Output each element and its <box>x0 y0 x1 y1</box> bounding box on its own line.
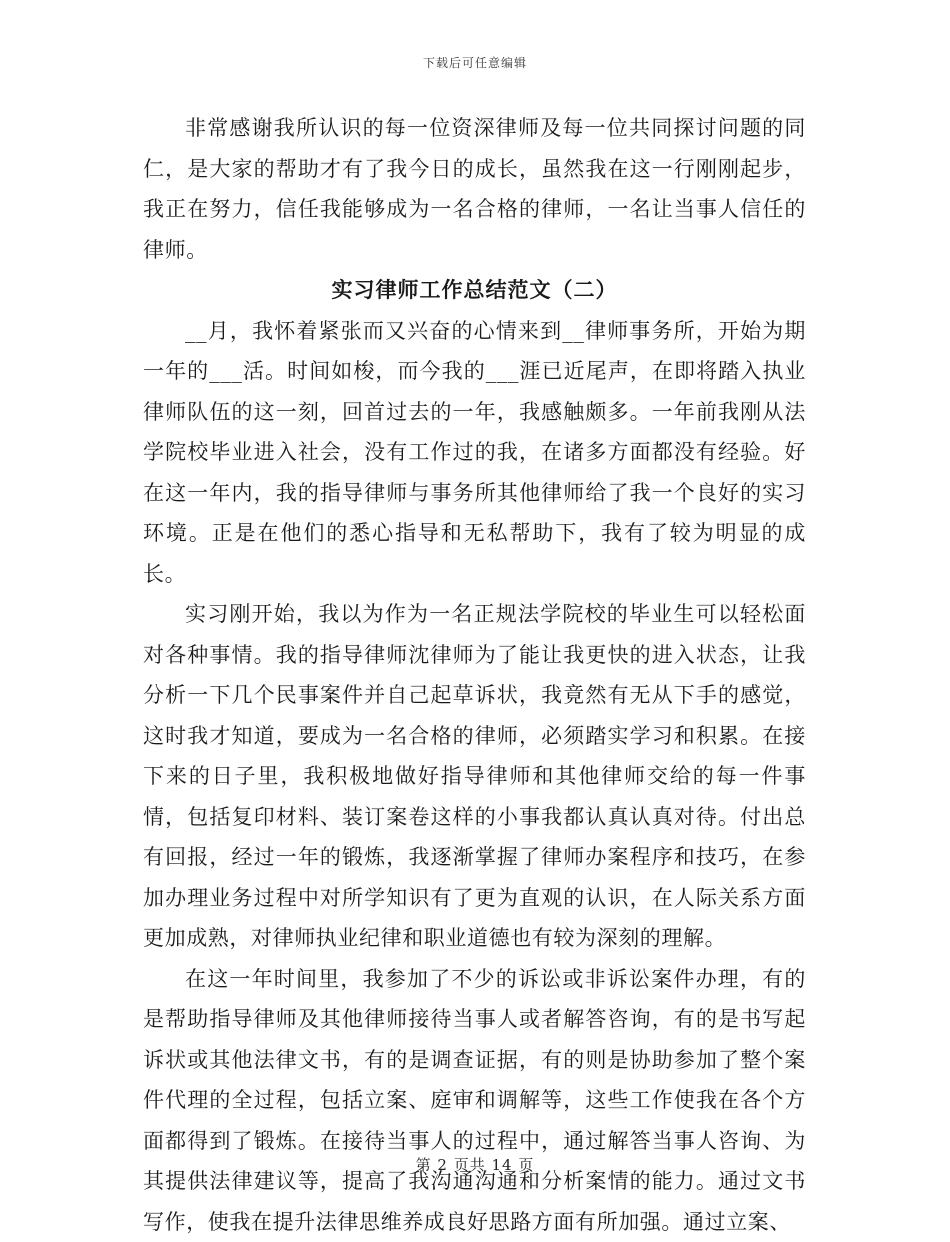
section-heading: 实习律师工作总结范文（二） <box>143 270 806 311</box>
page-header-note: 下载后可任意编辑 <box>0 54 950 71</box>
paragraph-beginning: 实习刚开始，我以为作为一名正规法学院校的毕业生可以轻松面对各种事情。我的指导律师沈律师为了能让我更快的进入状态，让我分析一下几个民事案件并自己起草诉状，我竟然有无从下手的感觉，这时我才知道，要成为一名合格的律师，必须踏实学习和积累。在接下来的日子里，我积极地做好指导律师和其他律师交给的每一件事情，包括复印材料、装订案卷这样的小事我都认真认真对待。付出总有回报，经过一年的锻炼，我逐渐掌握了律师办案程序和技巧，在参加办理业务过程中对所学知识有了更为直观的认识，在人际关系方面更加成熟，对律师执业纪律和职业道德也有较为深刻的理解。 <box>143 594 806 959</box>
page-number: 第 2 页共 14 页 <box>0 1154 950 1175</box>
paragraph-closing: 非常感谢我所认识的每一位资深律师及每一位共同探讨问题的同仁，是大家的帮助才有了我今日的成长，虽然我在这一行刚刚起步，我正在努力，信任我能够成为一名合格的律师，一名让当事人信任的律师。 <box>143 108 806 270</box>
document-body <box>143 108 806 1242</box>
paragraph-experience: 在这一年时间里，我参加了不少的诉讼或非诉讼案件办理，有的是帮助指导律师及其他律师接待当事人或者解答咨询，有的是书写起诉状或其他法律文书，有的是调查证据，有的则是协助参加了整个案件代理的全过程，包括立案、庭审和调解等，这些工作使我在各个方面都得到了锻炼。在接待当事人的过程中，通过解答当事人咨询、为其提供法律建议等，提高了我沟通沟通和分析案情的能力。通过文书写作，使我在提升法律思维养成良好思路方面有所加强。通过立案、 <box>143 959 806 1242</box>
paragraph-intro: __月，我怀着紧张而又兴奋的心情来到__律师事务所，开始为期一年的___活。时间如梭，而今我的___涯已近尾声，在即将踏入执业律师队伍的这一刻，回首过去的一年，我感触颇多。一年前我刚从法学院校毕业进入社会，没有工作过的我，在诸多方面都没有经验。好在这一年内，我的指导律师与事务所其他律师给了我一个良好的实习环境。正是在他们的悉心指导和无私帮助下，我有了较为明显的成长。 <box>143 311 806 595</box>
